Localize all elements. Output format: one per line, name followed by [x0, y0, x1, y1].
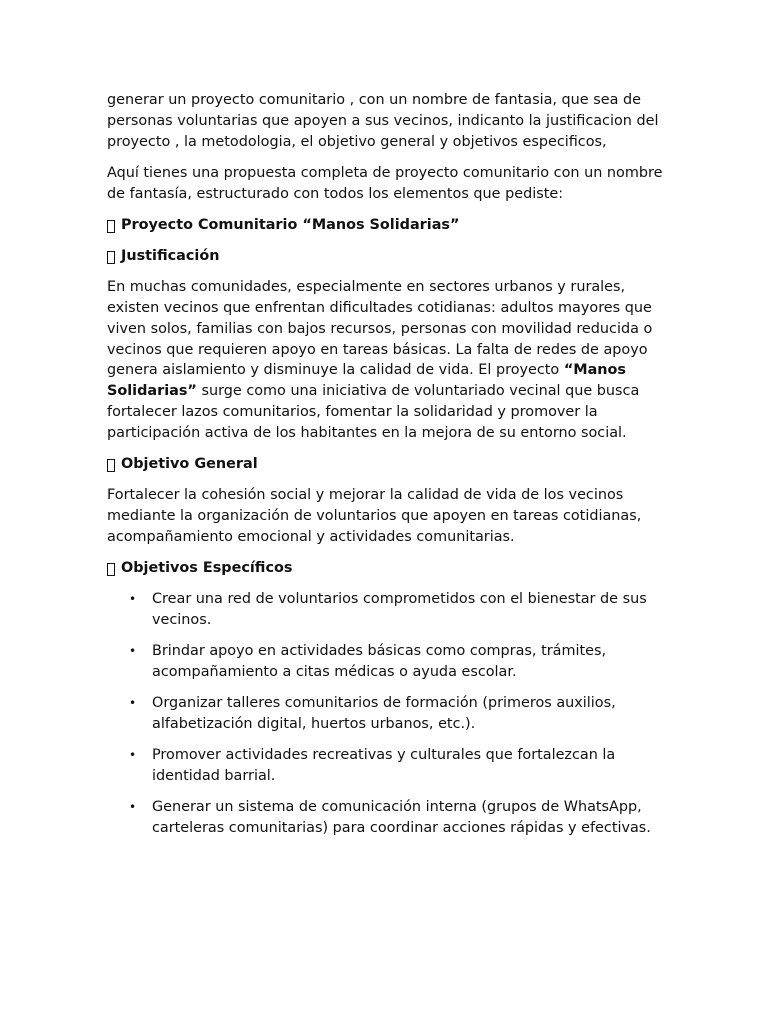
justification-heading	[107, 246, 667, 267]
justification-paragraph	[107, 277, 667, 443]
missing-glyph-icon	[107, 251, 115, 264]
list-item	[107, 745, 667, 787]
list-item	[107, 589, 667, 631]
missing-glyph-icon	[107, 563, 115, 576]
specific-objectives-list	[107, 589, 667, 839]
prompt-paragraph: generar un proyecto comunitario , con un nombre de fantasia, que sea de personas voluntarias que apoyen a sus vecinos, indicanto la justificacion del proyecto , la metodologia, el objetivo general y objetivos especificos,	[107, 92, 659, 150]
list-item	[107, 641, 667, 683]
bullet-icon: •	[129, 644, 137, 659]
justification-text-before: En muchas comunidades, especialmente en sectores urbanos y rurales, existen vecinos que enfrentan dificultades cotidianas: adultos mayores que viven solos, familias con bajos recursos, personas con movilidad reducida o vecinos que requieren apoyo en tareas básicas. La falta de redes de apoyo genera aislamiento y disminuye la calidad de vida. El proyecto	[107, 279, 653, 379]
list-item	[107, 693, 667, 735]
bullet-icon: •	[129, 748, 137, 763]
missing-glyph-icon	[107, 220, 115, 233]
list-item-text: Brindar apoyo en actividades básicas como compras, trámites, acompañamiento a citas médicas o ayuda escolar.	[152, 643, 607, 680]
bullet-icon: •	[129, 800, 137, 814]
specific-objectives-heading	[107, 558, 667, 579]
list-item-text: Crear una red de voluntarios comprometidos con el bienestar de sus vecinos.	[152, 591, 647, 628]
justification-text-after: surge como una iniciativa de voluntariado vecinal que busca fortalecer lazos comunitarios, fomentar la solidaridad y promover la participación activa de los habitantes en la mejora de su entorno social.	[107, 383, 640, 441]
intro-paragraph: Aquí tienes una propuesta completa de proyecto comunitario con un nombre de fantasía, estructurado con todos los elementos que pediste:	[107, 164, 663, 202]
specific-objectives-title: Objetivos Específicos	[121, 559, 293, 576]
bullet-icon: •	[129, 592, 137, 607]
list-item-text: Organizar talleres comunitarios de formación (primeros auxilios, alfabetización digital, huertos urbanos, etc.).	[152, 695, 616, 732]
project-title-heading	[107, 215, 667, 236]
bullet-icon: •	[129, 696, 137, 711]
general-objective-paragraph: Fortalecer la cohesión social y mejorar la calidad de vida de los vecinos mediante la organización de voluntarios que apoyen en tareas cotidianas, acompañamiento emocional y actividades comunitarias.	[107, 487, 642, 545]
general-objective-heading	[107, 454, 667, 475]
general-objective-title: Objetivo General	[121, 455, 258, 472]
project-name-bold: “Manos Solidarias”	[107, 362, 626, 400]
list-item	[107, 797, 667, 839]
list-item-text: Generar un sistema de comunicación interna (grupos de WhatsApp, carteleras comunitarias) para coordinar acciones rápidas y efectivas.	[152, 799, 651, 836]
list-item-text: Promover actividades recreativas y culturales que fortalezcan la identidad barrial.	[152, 747, 616, 784]
document-body	[107, 90, 667, 849]
missing-glyph-icon	[107, 459, 115, 472]
justification-title: Justificación	[121, 247, 220, 264]
project-title: Proyecto Comunitario “Manos Solidarias”	[121, 216, 460, 233]
